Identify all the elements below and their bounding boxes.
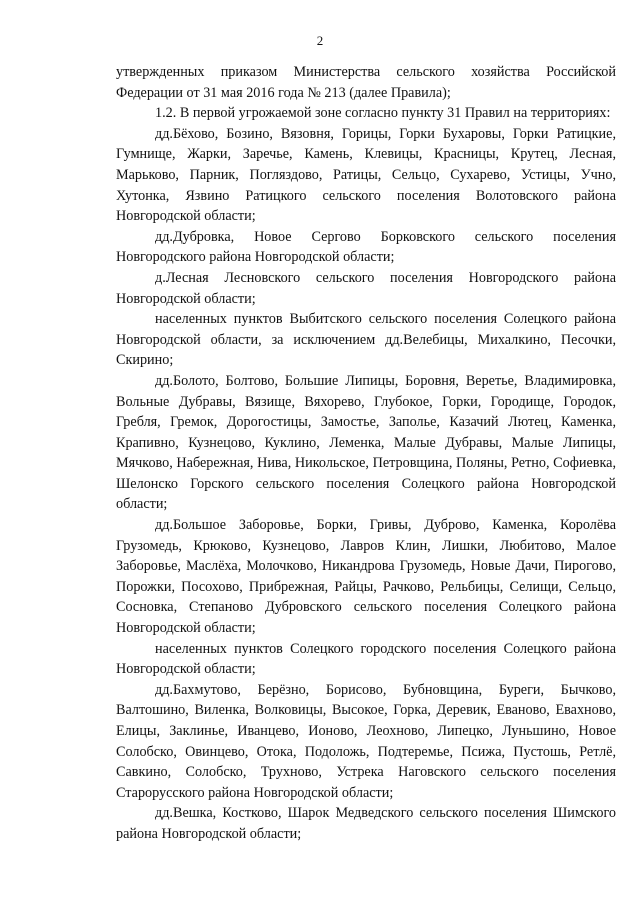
paragraph-nagovskoe-settlement: дд.Бахмутово, Берёзно, Борисово, Бубновщина, Буреги, Бычково, Валтошино, Виленка, Волковицы, Высокое, Горка, Деревик, Еваново, Евахново, Елицы, Заклинье, Иванцево, Ионово, Леохново, Липецко, Луньшино, Новое Солобско, Овинцево, Отока, Подоложь, Подтеремье, Псижа, Пустошь, Ретлё, Савкино, Солобско, Трухново, Устрека Наговского сельского поселения Старорусского района Новгородской области; — [116, 681, 616, 801]
document-body — [116, 62, 616, 845]
paragraph-medvedskoe-settlement: дд.Вешка, Костково, Шарок Медведского сельского поселения Шимского района Новгородской области; — [116, 805, 616, 842]
paragraph-dubrovskoe-settlement: дд.Большое Заборовье, Борки, Гривы, Дуброво, Каменка, Королёва Грузомедь, Крюково, Кузнецово, Лавров Клин, Лишки, Любитово, Малое Заборовье, Маслёха, Молочково, Никандрова Грузомедь, Новые Дачи, Пирогово, Порожки, Посохово, Прибрежная, Райцы, Рачково, Рельбицы, Селищи, Сельцо, Сосновка, Степаново Дубровского сельского поселения Солецкого района Новгородской области; — [116, 517, 616, 637]
paragraph-continuation: утвержденных приказом Министерства сельского хозяйства Российской Федерации от 31 мая 2016 года № 213 (далее Правила); — [116, 64, 616, 101]
paragraph-borkovskoe-settlement: дд.Дубровка, Новое Сергово Борковского сельского поселения Новгородского района Новгородской области; — [116, 228, 616, 266]
paragraph-clause-1-2: 1.2. В первой угрожаемой зоне согласно пункту 31 Правил на территориях: — [155, 105, 611, 122]
paragraph-lesnovskoe-settlement: д.Лесная Лесновского сельского поселения Новгородского района Новгородской области; — [116, 269, 616, 307]
paragraph-soletskoe-urban-settlement: населенных пунктов Солецкого городского поселения Солецкого района Новгородской области; — [116, 640, 616, 678]
paragraph-ratitskoe-settlement: дд.Бёхово, Бозино, Вязовня, Горицы, Горки Бухаровы, Горки Ратицкие, Гумнище, Жарки, Заречье, Камень, Клевицы, Красницы, Крутец, Лесная, Марьково, Парник, Погляздово, Ратицы, Сельцо, Сухарево, Устицы, Учно, Хутонка, Язвино Ратицкого сельского поселения Волотовского района Новгородской области; — [116, 125, 616, 225]
paragraph-gorskoe-settlement: дд.Болото, Болтово, Большие Липицы, Боровня, Веретье, Владимировка, Вольные Дубравы, Вязище, Вяхорево, Глубокое, Горки, Городище, Городок, Гребля, Гремок, Дорогостицы, Замостье, Заполье, Казачий Лютец, Каменка, Крапивно, Кузнецово, Куклино, Леменка, Малые Дубравы, Малые Липицы, Мячково, Набережная, Нива, Никольское, Петровщина, Поляны, Ретно, Софиевка, Шелонско Горского сельского поселения Солецкого района Новгородской области; — [116, 372, 616, 513]
paragraph-vybitskoe-settlement: населенных пунктов Выбитского сельского поселения Солецкого района Новгородской области, за исключением дд.Велебицы, Михалкино, Песочки, Скирино; — [116, 311, 616, 369]
page-number: 2 — [316, 33, 324, 48]
